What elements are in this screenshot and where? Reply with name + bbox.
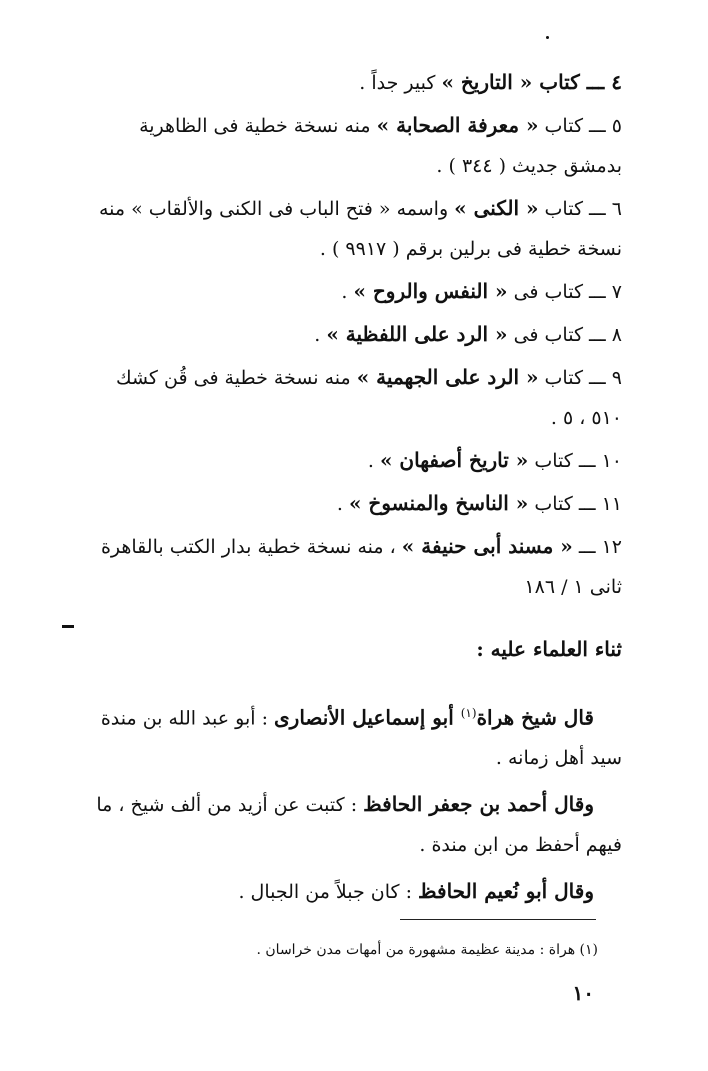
bold-text: أبو إسماعيل الأنصارى: [274, 705, 461, 730]
bold-text: « معرفة الصحابة »: [376, 113, 539, 137]
list-item: [60, 483, 622, 524]
bold-text: « الرد على الجهمية »: [356, 365, 539, 389]
item-number: ٦ ـــ: [583, 198, 622, 220]
section-heading: ثناء العلماء عليه :: [476, 637, 622, 661]
list-item: [60, 271, 622, 312]
text-line: [60, 526, 622, 567]
text-line: [60, 146, 622, 186]
text-line: [60, 357, 622, 398]
line-text: ، منه نسخة خطية بدار الكتب بالقاهرة: [100, 536, 402, 558]
quote-paragraph: [60, 871, 622, 912]
footnote-ref: (١): [460, 706, 477, 720]
bold-text: كتاب: [532, 70, 580, 94]
list-item: [60, 188, 622, 269]
text-line: [60, 105, 622, 146]
line-text: كتاب: [528, 493, 573, 515]
bold-text: « التاريخ »: [441, 70, 533, 94]
text-line: [60, 188, 622, 229]
text-line: [60, 62, 622, 103]
line-text: كبير جداً .: [359, 72, 442, 94]
bold-text: وقال أبو نُعيم الحافظ: [418, 879, 594, 904]
list-item: [60, 62, 622, 103]
text-line: [60, 314, 622, 355]
footnote-rule: [400, 919, 596, 920]
item-number: ٤ ـــ: [579, 70, 622, 94]
line-text: كتاب: [528, 450, 573, 472]
quote-paragraph: [60, 693, 622, 778]
line-text: : كان جبلاً من الجبال .: [238, 881, 419, 904]
text-line: [60, 567, 622, 607]
text-line: [60, 693, 622, 738]
line-text: .: [367, 450, 380, 472]
text-line: [60, 229, 622, 269]
text-line: [60, 440, 622, 481]
text-line: [60, 398, 622, 438]
quotes-section: [60, 693, 622, 912]
bold-text: وقال أحمد بن جعفر الحافظ: [363, 792, 594, 817]
text-line: [60, 271, 622, 312]
item-number: ٥ ـــ: [583, 115, 622, 137]
text-line: [60, 871, 622, 912]
line-text: كتاب فى: [507, 281, 583, 303]
item-number: ١٠ ـــ: [572, 450, 622, 472]
line-text: كتاب فى: [507, 324, 583, 346]
text-line: [60, 483, 622, 524]
margin-dash: [62, 625, 74, 628]
list-item: [60, 526, 622, 607]
line-text: .: [314, 324, 327, 346]
line-text: .: [336, 493, 349, 515]
line-text: منه نسخة خطية فى الظاهرية: [139, 115, 377, 137]
text-line: [60, 738, 622, 778]
line-text: بدمشق جديث ( ٣٤٤ ) .: [436, 155, 622, 177]
bold-text: « مسند أبى حنيفة »: [401, 534, 573, 558]
line-text: ٥١٠ ، ٥ .: [550, 407, 622, 429]
line-text: كتاب: [538, 367, 583, 389]
bold-text: قال شيخ هراة: [476, 705, 594, 730]
page-number: ١٠: [572, 981, 594, 1005]
text-line: [60, 825, 622, 865]
line-text: سيد أهل زمانه .: [495, 747, 622, 770]
footnote: (١) هراة : مدينة عظيمة مشهورة من أمهات مدن خراسان .: [256, 942, 598, 958]
item-number: ٧ ـــ: [583, 281, 622, 303]
line-text: .: [341, 281, 354, 303]
bold-text: « تاريخ أصفهان »: [379, 448, 529, 472]
line-text: : أبو عبد الله بن مندة: [100, 707, 275, 730]
line-text: : كتبت عن أزيد من ألف شيخ ، ما: [96, 794, 364, 817]
list-item: [60, 440, 622, 481]
item-number: ٩ ـــ: [583, 367, 622, 389]
stray-dot: [546, 36, 549, 39]
line-text: واسمه « فتح الباب فى الكنى والألقاب » منه: [98, 198, 455, 220]
item-number: ١٢ ـــ: [572, 536, 622, 558]
page-body: [60, 62, 622, 918]
list-item: [60, 314, 622, 355]
line-text: كتاب: [538, 198, 583, 220]
line-text: فيهم أحفظ من ابن مندة .: [419, 834, 622, 857]
line-text: ثانى ١ / ١٨٦: [524, 576, 622, 598]
quote-paragraph: [60, 784, 622, 865]
item-number: ٨ ـــ: [583, 324, 622, 346]
item-number: ١١ ـــ: [572, 493, 622, 515]
book-list: [60, 62, 622, 607]
line-text: منه نسخة خطية فى قُن كشك: [115, 367, 357, 389]
text-line: [60, 784, 622, 825]
bold-text: « الكنى »: [454, 196, 539, 220]
line-text: نسخة خطية فى برلين برقم ( ٩٩١٧ ) .: [319, 238, 622, 260]
list-item: [60, 105, 622, 186]
bold-text: « النفس والروح »: [353, 279, 508, 303]
list-item: [60, 357, 622, 438]
bold-text: « الرد على اللفظية »: [326, 322, 508, 346]
bold-text: « الناسخ والمنسوخ »: [348, 491, 529, 515]
line-text: كتاب: [538, 115, 583, 137]
